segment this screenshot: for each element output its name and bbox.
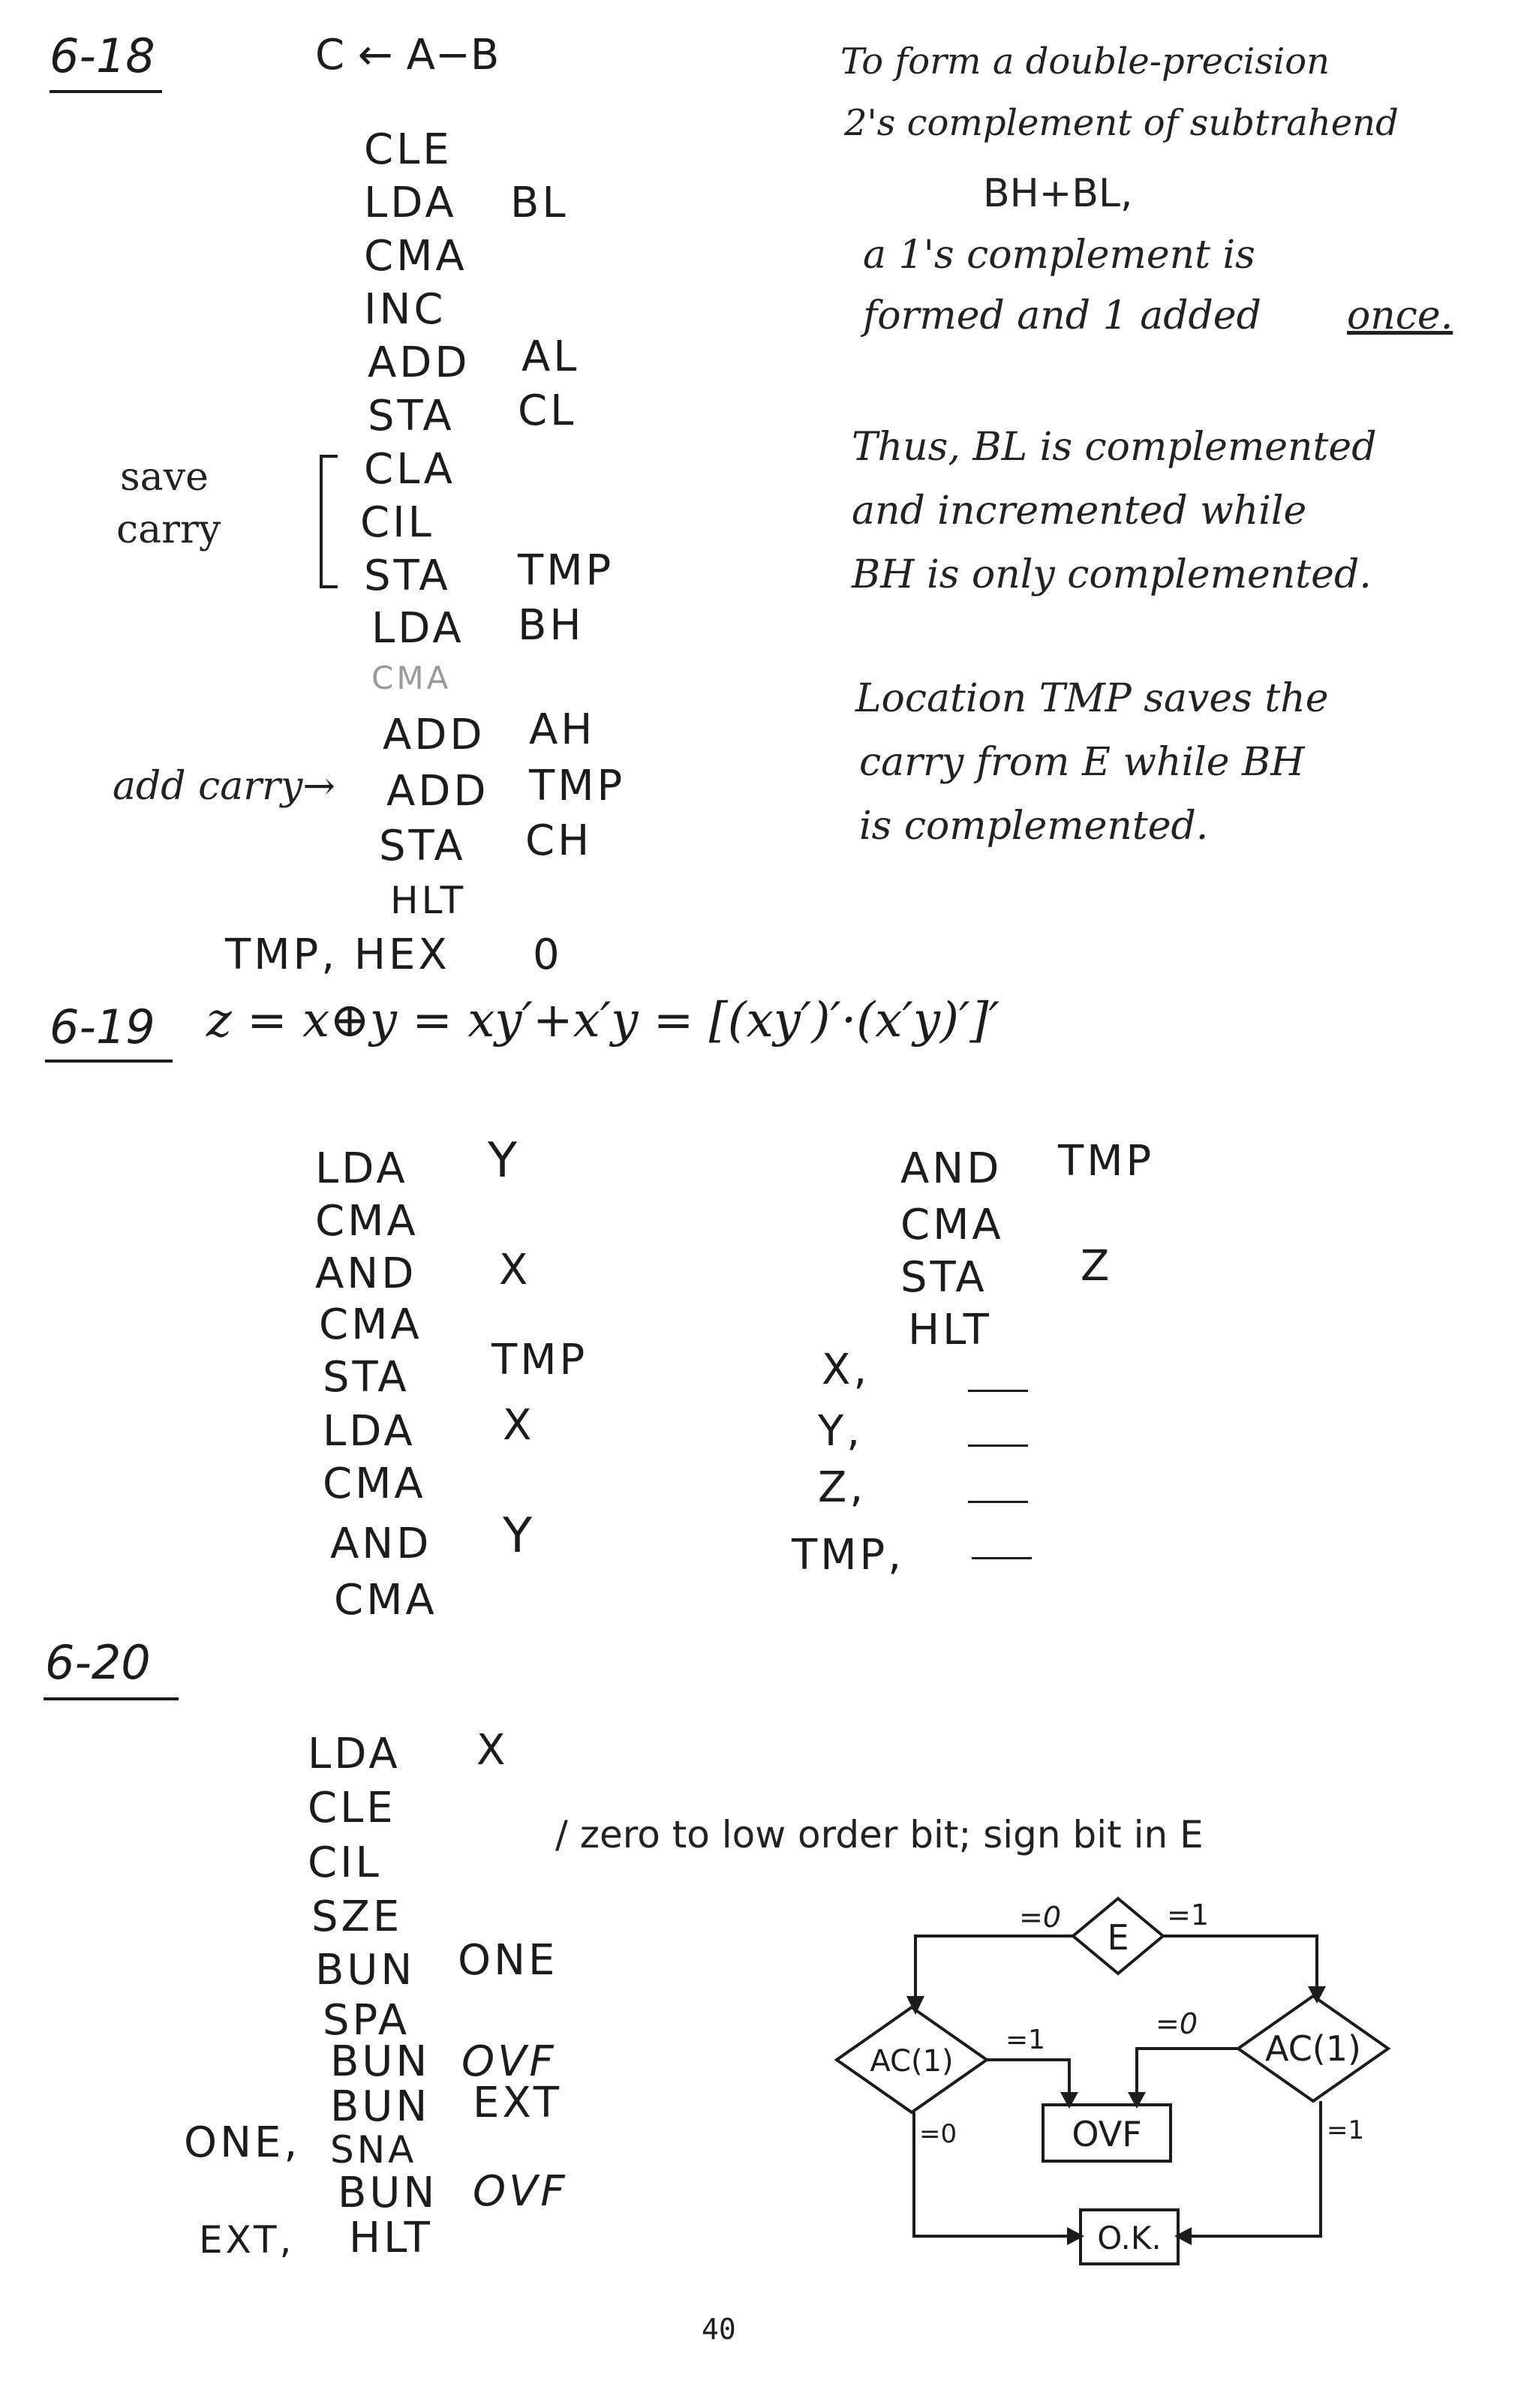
shift-comment: / zero to low order bit; sign bit in E	[555, 1813, 1204, 1856]
problem-number-6-20: 6-20	[45, 1635, 151, 1690]
code-op: STA	[900, 1253, 987, 1302]
note-line: a 1's complement is	[863, 233, 1255, 278]
code-op: STA	[323, 1353, 410, 1402]
code-op: CMA	[323, 1460, 426, 1508]
edge-label-e1: =1	[1167, 1898, 1210, 1932]
xor-equation: z = x⊕y = xy′+x′y = [(xy′)′·(x′y)′]′	[206, 993, 1000, 1048]
edge-label-left-0: =0	[919, 2119, 957, 2149]
code-arg: CH	[525, 816, 593, 865]
code-op: BUN	[330, 2082, 431, 2131]
code-arg: TMP	[491, 1336, 588, 1384]
code-op: LDA	[371, 604, 464, 653]
problem-number-underline	[44, 1697, 179, 1700]
page-number: 40	[702, 2313, 736, 2346]
code-op: HLT	[349, 2214, 433, 2262]
var-label: X,	[822, 1345, 870, 1394]
note-emphasis: once.	[1347, 293, 1453, 338]
code-arg: ONE	[458, 1936, 558, 1985]
edge-label-right-0: =0	[1156, 2007, 1198, 2040]
code-op: CMA	[319, 1300, 422, 1349]
code-op: CMA	[364, 232, 467, 281]
code-arg: BL	[510, 179, 569, 227]
code-label: EXT,	[199, 2218, 295, 2262]
problem-number-6-18: 6-18	[50, 29, 155, 83]
var-label: Y,	[818, 1407, 864, 1456]
edge-label-left-1: =1	[1005, 2025, 1046, 2055]
problem-number-underline	[50, 90, 162, 93]
code-op: CLA	[364, 445, 455, 494]
code-op: CLE	[308, 1784, 396, 1832]
annotation-carry: carry	[116, 507, 221, 552]
overflow-flowchart	[825, 1883, 1411, 2274]
decision-e-label: E	[1107, 1917, 1129, 1958]
code-op: SPA	[323, 1996, 410, 2045]
code-op: CMA	[900, 1201, 1004, 1249]
code-arg: TMP	[518, 546, 615, 595]
code-op: CLE	[364, 125, 452, 174]
note-line: Thus, BL is complemented	[852, 425, 1377, 470]
code-arg: Z	[1081, 1242, 1113, 1291]
code-op: TMP, HEX	[225, 930, 450, 979]
code-op: HLT	[908, 1306, 992, 1354]
code-arg: OVF	[473, 2167, 568, 2216]
code-arg: Y	[503, 1508, 536, 1564]
annotation-add-carry: add carry→	[113, 764, 335, 809]
code-arg: X	[499, 1246, 531, 1294]
code-op: HLT	[390, 879, 467, 922]
code-arg: BH	[518, 601, 585, 650]
problem-number-underline	[45, 1060, 173, 1063]
code-arg: 0	[533, 930, 563, 979]
var-blank	[968, 1444, 1028, 1447]
var-blank	[968, 1390, 1028, 1392]
code-op: STA	[364, 552, 451, 600]
var-blank	[972, 1557, 1032, 1559]
note-line: Location TMP saves the	[855, 676, 1329, 721]
code-op: LDA	[323, 1407, 416, 1456]
var-label: TMP,	[792, 1531, 905, 1580]
code-op: ADD	[383, 711, 485, 759]
note-line: is complemented.	[859, 804, 1209, 849]
edge-label-e0: =0	[1019, 1901, 1062, 1934]
code-op: LDA	[308, 1730, 401, 1778]
save-carry-bracket	[315, 450, 345, 593]
code-op: INC	[364, 285, 446, 334]
ok-label: O.K.	[1097, 2220, 1162, 2256]
code-arg: AH	[529, 705, 596, 754]
code-op: BUN	[330, 2037, 431, 2086]
ovf-label: OVF	[1072, 2114, 1142, 2154]
code-op: CMA	[334, 1576, 437, 1625]
annotation-save: save	[120, 455, 209, 500]
code-op: BUN	[315, 1946, 416, 1995]
code-arg: CL	[518, 386, 577, 435]
code-op: SZE	[311, 1892, 403, 1941]
decision-ac-right-label: AC(1)	[1265, 2028, 1361, 2069]
code-op: STA	[379, 822, 466, 870]
var-label: Z,	[818, 1463, 867, 1512]
code-op: CIL	[360, 498, 434, 547]
code-op: CMA	[371, 660, 452, 696]
code-op: LDA	[364, 179, 457, 227]
code-arg: EXT	[473, 2079, 562, 2127]
code-arg: Y	[488, 1133, 521, 1189]
problem-number-6-19: 6-19	[50, 1000, 155, 1054]
code-arg: TMP	[1058, 1137, 1155, 1186]
note-line: 2's complement of subtrahend	[844, 102, 1399, 144]
code-op: ADD	[386, 767, 489, 816]
code-label: ONE,	[184, 2118, 301, 2167]
note-line: To form a double-precision	[840, 41, 1330, 83]
note-line: BH is only complemented.	[852, 552, 1372, 597]
code-op: AND	[900, 1144, 1002, 1193]
code-op: AND	[330, 1520, 432, 1568]
code-op: BUN	[338, 2169, 438, 2217]
var-blank	[968, 1501, 1028, 1503]
code-arg: TMP	[529, 762, 626, 810]
problem-title: C ← A−B	[315, 31, 500, 80]
edge-label-right-1: =1	[1327, 2115, 1365, 2145]
decision-ac-left-label: AC(1)	[870, 2044, 954, 2079]
code-arg: AL	[522, 332, 580, 381]
code-op: CIL	[308, 1838, 382, 1887]
note-line: and incremented while	[852, 489, 1307, 534]
code-op: SNA	[330, 2128, 417, 2172]
code-op: ADD	[368, 338, 470, 387]
code-op: LDA	[315, 1144, 408, 1193]
code-op: STA	[368, 392, 455, 440]
code-arg: X	[503, 1401, 535, 1450]
note-line: carry from E while BH	[859, 740, 1305, 785]
code-arg: X	[476, 1726, 509, 1775]
code-arg: OVF	[461, 2037, 557, 2086]
note-line: BH+BL,	[983, 171, 1133, 216]
code-op: AND	[315, 1249, 417, 1298]
code-op: CMA	[315, 1197, 419, 1246]
note-line: formed and 1 added	[863, 293, 1261, 338]
